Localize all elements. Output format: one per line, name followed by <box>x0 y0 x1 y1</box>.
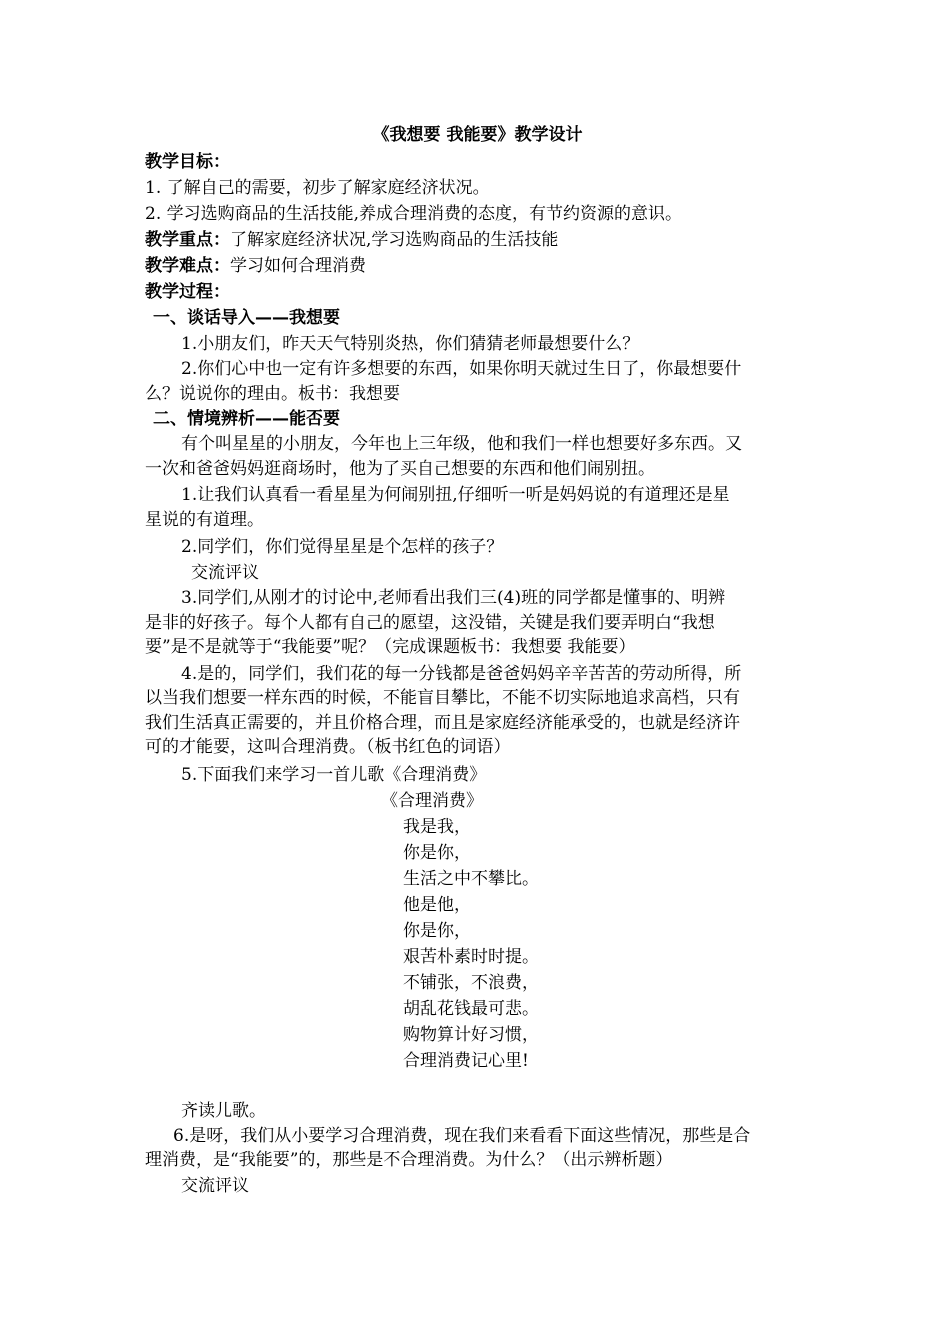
paragraph-line: 3.同学们,从刚才的讨论中,老师看出我们三(4)班的同学都是懂事的、明辨 <box>181 588 726 608</box>
paragraph-line: 是非的好孩子。每个人都有自己的愿望，这没错，关键是我们要弄明白“我想 <box>145 612 715 633</box>
discussion-note-2: 交流评议 <box>181 1175 249 1196</box>
poem-line: 胡乱花钱最可悲。 <box>403 998 539 1019</box>
paragraph-line: 要”是不是就等于“我能要”呢？（完成课题板书：我想要 我能要） <box>145 637 636 657</box>
key-point <box>145 227 810 253</box>
paragraph-line: 一次和爸爸妈妈逛商场时，他为了买自己想要的东西和他们闹别扭。 <box>145 458 655 479</box>
poem-line: 他是他， <box>403 894 471 915</box>
poem-line: 生活之中不攀比。 <box>403 868 539 889</box>
paragraph-line: 2.你们心中也一定有许多想要的东西，如果你明天就过生日了，你最想要什 <box>181 359 742 379</box>
section1-paragraph-2 <box>145 357 810 406</box>
poem-line: 艰苦朴素时时提。 <box>403 946 539 967</box>
objectives-heading: 教学目标： <box>145 152 230 172</box>
key-point-text: 了解家庭经济状况,学习选购商品的生活技能 <box>230 230 559 250</box>
read-together-note: 齐读儿歌。 <box>181 1100 266 1121</box>
poem-line: 我是我， <box>403 816 471 837</box>
section2-heading: 二、情境辨析——能否要 <box>153 409 340 429</box>
poem-line: 合理消费记心里! <box>403 1050 529 1071</box>
poem-line: 你是你， <box>403 920 471 941</box>
key-point-label: 教学重点： <box>145 230 230 250</box>
blank-line <box>145 1074 810 1098</box>
section2-question-2: 2.同学们，你们觉得星星是个怎样的孩子？ <box>181 537 504 557</box>
section2-question-6 <box>145 1124 810 1173</box>
poem-line: 购物算计好习惯， <box>403 1024 539 1045</box>
paragraph-line: 么？说说你的理由。板书：我想要 <box>145 383 400 404</box>
difficulty-text: 学习如何合理消费 <box>230 256 366 276</box>
objective-item-1: 1. 了解自己的需要，初步了解家庭经济状况。 <box>145 178 490 198</box>
difficulty <box>145 253 810 279</box>
poem-title: 《合理消费》 <box>381 790 483 811</box>
section1-heading: 一、谈话导入——我想要 <box>153 308 340 328</box>
discussion-note-1: 交流评议 <box>191 563 259 583</box>
process-heading: 教学过程： <box>145 282 230 302</box>
section2-question-1 <box>145 483 810 532</box>
section2-question-3 <box>145 586 810 660</box>
poem-line: 你是你， <box>403 842 471 863</box>
paragraph-line: 6.是呀，我们从小要学习合理消费，现在我们来看看下面这些情况，那些是合 <box>173 1125 751 1146</box>
document-title: 《我想要 我能要》教学设计 <box>372 125 583 145</box>
section2-question-5: 5.下面我们来学习一首儿歌《合理消费》 <box>181 764 487 785</box>
paragraph-line: 以当我们想要一样东西的时候，不能盲目攀比，不能不切实际地追求高档，只有 <box>145 688 740 708</box>
poem <box>145 814 810 1074</box>
document-page <box>145 122 810 1199</box>
paragraph-line: 可的才能要，这叫合理消费。（板书红色的词语） <box>145 737 511 757</box>
paragraph-line: 有个叫星星的小朋友，今年也上三年级，他和我们一样也想要好多东西。又 <box>181 434 742 454</box>
difficulty-label: 教学难点： <box>145 256 230 276</box>
paragraph-line: 我们生活真正需要的，并且价格合理，而且是家庭经济能承受的，也就是经济许 <box>145 712 740 733</box>
poem-line: 不铺张，不浪费， <box>403 972 539 993</box>
section2-question-4 <box>145 662 810 760</box>
paragraph-line: 1.让我们认真看一看星星为何闹别扭,仔细听一听是妈妈说的有道理还是星 <box>181 485 730 505</box>
paragraph-line: 理消费，是“我能要”的，那些是不合理消费。为什么？（出示辨析题） <box>145 1150 673 1170</box>
section1-paragraph-1: 1.小朋友们，昨天天气特别炎热，你们猜猜老师最想要什么？ <box>181 334 640 354</box>
paragraph-line: 星说的有道理。 <box>145 509 264 530</box>
section2-intro <box>145 432 810 481</box>
paragraph-line: 4.是的，同学们，我们花的每一分钱都是爸爸妈妈辛辛苦苦的劳动所得，所 <box>181 663 742 684</box>
objective-item-2: 2. 学习选购商品的生活技能,养成合理消费的态度，有节约资源的意识。 <box>145 204 683 224</box>
